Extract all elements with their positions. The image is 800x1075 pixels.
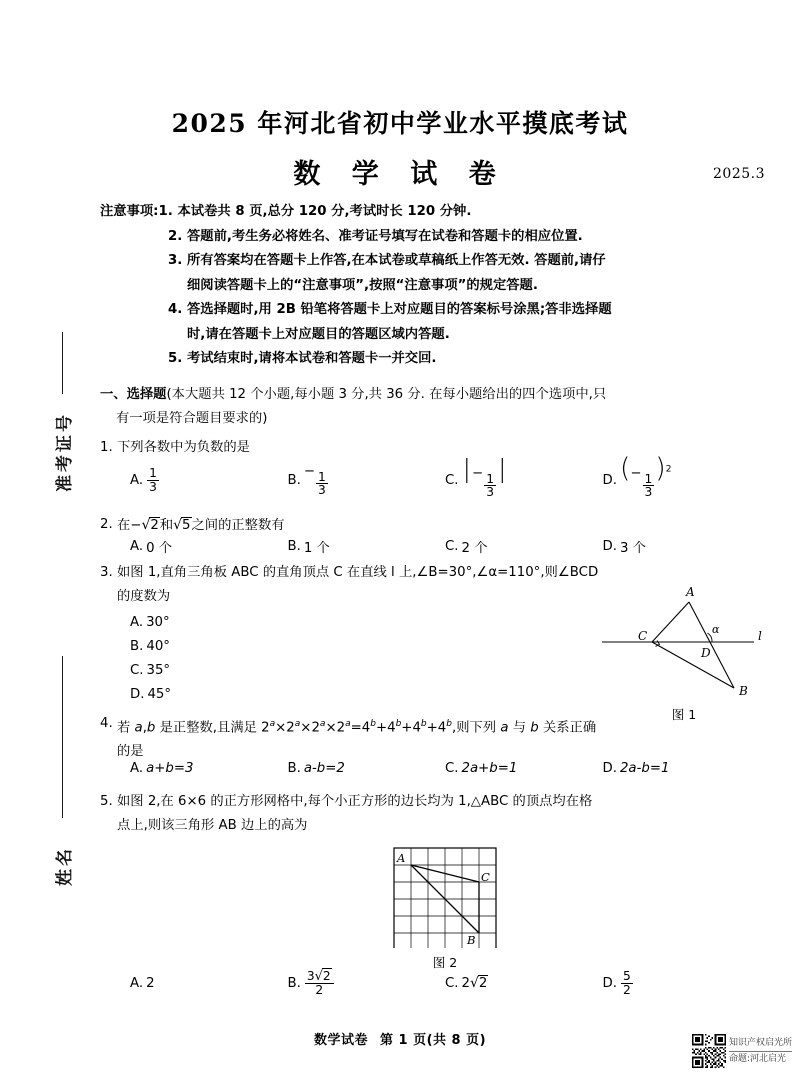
choice-c[interactable] (445, 761, 603, 776)
exam-date: 2025.3 (713, 166, 765, 182)
copyright-watermark (692, 1034, 792, 1068)
choice-d[interactable] (603, 970, 761, 997)
question-stem-cont: 点上,则该三角形 AB 边上的高为 (117, 818, 308, 833)
section-description: (本大题共 12 个小题,每小题 3 分,共 36 分. 在每小题给出的四个选项中,只 (166, 387, 607, 402)
watermark-line-2: 命题:河北启光 (728, 1053, 787, 1064)
figure-1-label-l: l (758, 629, 762, 643)
section-heading (100, 383, 760, 431)
choice-label: B. (287, 472, 301, 488)
choice-value: (− $\frac{1}{3}$ )$^2$ (619, 453, 672, 499)
question-number: 1. (100, 440, 113, 455)
choice-value: 2a+b=1 (461, 761, 518, 776)
choice-b[interactable] (288, 537, 446, 556)
figure-1-caption: 图 1 (671, 707, 697, 722)
choice-label: A. (130, 539, 144, 554)
page-footer (0, 1029, 800, 1048)
choice-label: B. (287, 761, 301, 776)
figure-1-drawing (594, 580, 774, 700)
watermark-text (729, 1037, 792, 1066)
choice-label: A. (130, 615, 144, 630)
section-label: 一、选择题 (100, 387, 167, 402)
choice-value: 0 个 (146, 541, 173, 556)
notice-item (168, 249, 760, 274)
choice-value: a-b=2 (303, 761, 345, 776)
question-stem: 如图 1,直角三角板 ABC 的直角顶点 C 在直线 l 上,∠B=30°,∠α=110°,则∠BCD (117, 565, 599, 580)
choice-value: 2√2 (461, 975, 488, 992)
notice-item-text: 答选择题时,用 2B 铅笔将答题卡上对应题目的答案标号涂黑;答非选择题 (187, 302, 612, 317)
choice-label: A. (130, 472, 144, 488)
figure-2-label-C: C (481, 870, 490, 884)
footer-page-number: 第 1 页(共 8 页) (379, 1033, 487, 1048)
question-stem: 若 a,b 是正整数,且满足 $2^a\times 2^a\times 2^a\times 2^a=4^b+4^b+4^b+4^b$,则下列 a 与 b 关系正确 (117, 719, 597, 736)
choice-label: D. (130, 687, 145, 702)
notice-item (168, 225, 760, 250)
notice-item-number: 1. (158, 204, 173, 219)
notice-item (168, 347, 760, 372)
figure-1 (594, 580, 774, 723)
figure-2-drawing (388, 844, 512, 948)
choice-value: a+b=3 (146, 761, 194, 776)
figure-1-label-C: C (638, 629, 648, 643)
choice-value: $\frac{3√2}{2}$ (305, 970, 334, 997)
figure-2-caption: 图 2 (432, 955, 458, 970)
question-5-choices (130, 970, 760, 997)
question-stem: 如图 2,在 6×6 的正方形网格中,每个小正方形的边长均为 1,△ABC 的顶点均在格 (117, 794, 593, 809)
figure-1-label-D: D (701, 646, 711, 660)
choice-label: D. (602, 761, 617, 776)
notice-item-text: 所有答案均在答题卡上作答,在本试卷或草稿纸上作答无效. 答题前,请仔 (187, 253, 606, 268)
notice-item-number: 5. (168, 351, 183, 366)
choice-value: |− $\frac{1}{3}$ | (462, 454, 507, 499)
question-number: 5. (100, 794, 113, 809)
choice-a[interactable] (130, 462, 288, 498)
question-number: 3. (100, 565, 113, 580)
question-4-choices (130, 761, 760, 776)
choice-label: B. (130, 639, 144, 654)
question-2-choices (130, 537, 760, 556)
choice-value: 40° (146, 639, 170, 654)
question-2 (100, 513, 760, 538)
choice-b[interactable] (288, 970, 446, 997)
choice-value: 2 个 (461, 541, 488, 556)
question-number: 2. (100, 517, 113, 532)
notice-item-number: 4. (168, 302, 183, 317)
choice-d[interactable] (603, 537, 761, 556)
notice-item-text-cont: 时,请在答题卡上对应题目的答题区域内答题. (187, 326, 450, 342)
question-stem: 在−√2和√5之间的正整数有 (117, 517, 285, 533)
question-stem: 下列各数中为负数的是 (117, 440, 250, 455)
choice-c[interactable] (445, 537, 603, 556)
choice-value: 2a-b=1 (619, 761, 670, 776)
question-stem-cont: 的度数为 (117, 589, 171, 604)
choice-label: A. (130, 761, 144, 776)
figure-1-label-A: A (686, 585, 695, 599)
qr-code-icon (692, 1034, 726, 1068)
choice-value: 35° (146, 663, 171, 678)
figure-1-label-B: B (739, 684, 748, 698)
notice-item-text: 考试结束时,请将本试卷和答题卡一并交回. (187, 351, 437, 366)
choice-a[interactable] (130, 761, 288, 776)
choice-label: D. (602, 472, 617, 488)
question-1-choices (130, 453, 760, 499)
candidate-name-label: 姓名 (55, 846, 75, 886)
notice-item-text-cont: 细阅读答题卡上的“注意事项”,按照“注意事项”的规定答题. (187, 277, 538, 293)
choice-b[interactable] (288, 462, 446, 498)
choice-label: D. (602, 539, 617, 554)
seal-rule-bottom (62, 656, 63, 818)
choice-b[interactable] (288, 761, 446, 776)
choice-value: $\frac{1}{3}$ (149, 466, 157, 494)
footer-paper-name: 数学试卷 (313, 1033, 368, 1048)
choice-value: 1 个 (303, 541, 330, 556)
choice-label: C. (445, 539, 459, 554)
choice-label: C. (445, 472, 459, 488)
figure-2-label-B: B (467, 933, 476, 947)
choice-c[interactable] (445, 970, 603, 997)
question-stem-cont: 的是 (117, 744, 144, 760)
question-4 (100, 712, 760, 764)
notice-item-text: 本试卷共 8 页,总分 120 分,考试时长 120 分钟. (177, 204, 472, 219)
section-description-cont: 有一项是符合题目要求的) (116, 411, 268, 426)
page-title: 2025 年河北省初中学业水平摸底考试 (171, 109, 629, 138)
choice-c[interactable] (445, 454, 603, 499)
choice-d[interactable] (602, 453, 761, 499)
choice-value: 3 个 (619, 541, 646, 556)
choice-label: D. (602, 975, 617, 991)
choice-label: A. (130, 975, 144, 991)
notice-item-text: 答题前,考生务必将姓名、准考证号填写在试卷和答题卡的相应位置. (187, 228, 583, 244)
page-subtitle: 数 学 试 卷 (293, 159, 507, 190)
notice-item-number: 3. (168, 253, 183, 268)
question-number: 4. (100, 716, 113, 731)
figure-2 (388, 844, 528, 971)
exam-number-label: 准考证号 (55, 412, 75, 492)
choice-label: C. (130, 663, 144, 678)
notice-heading: 注意事项: (100, 204, 159, 219)
choice-value: 2 (146, 975, 155, 991)
choice-label: B. (287, 975, 301, 991)
notice-block (100, 200, 760, 372)
notice-item (168, 298, 760, 323)
question-5 (100, 790, 760, 838)
choice-a[interactable] (130, 970, 288, 997)
notice-item (159, 200, 760, 225)
figure-2-label-A: A (397, 851, 406, 865)
seal-rule-top (62, 332, 63, 394)
choice-label: B. (287, 539, 301, 554)
choice-label: C. (445, 761, 459, 776)
choice-a[interactable] (130, 537, 288, 556)
choice-value: − $\frac{1}{3}$ (303, 464, 326, 497)
watermark-line-1: 知识产权启光所 (729, 1037, 792, 1052)
choice-d[interactable] (603, 761, 761, 776)
choice-value: $\frac{5}{2}$ (622, 969, 631, 997)
choice-label: C. (445, 975, 459, 991)
choice-value: 30° (146, 615, 170, 630)
choice-value: 45° (147, 687, 172, 702)
notice-item-number: 2. (168, 228, 183, 244)
figure-1-label-alpha: α (712, 623, 720, 636)
